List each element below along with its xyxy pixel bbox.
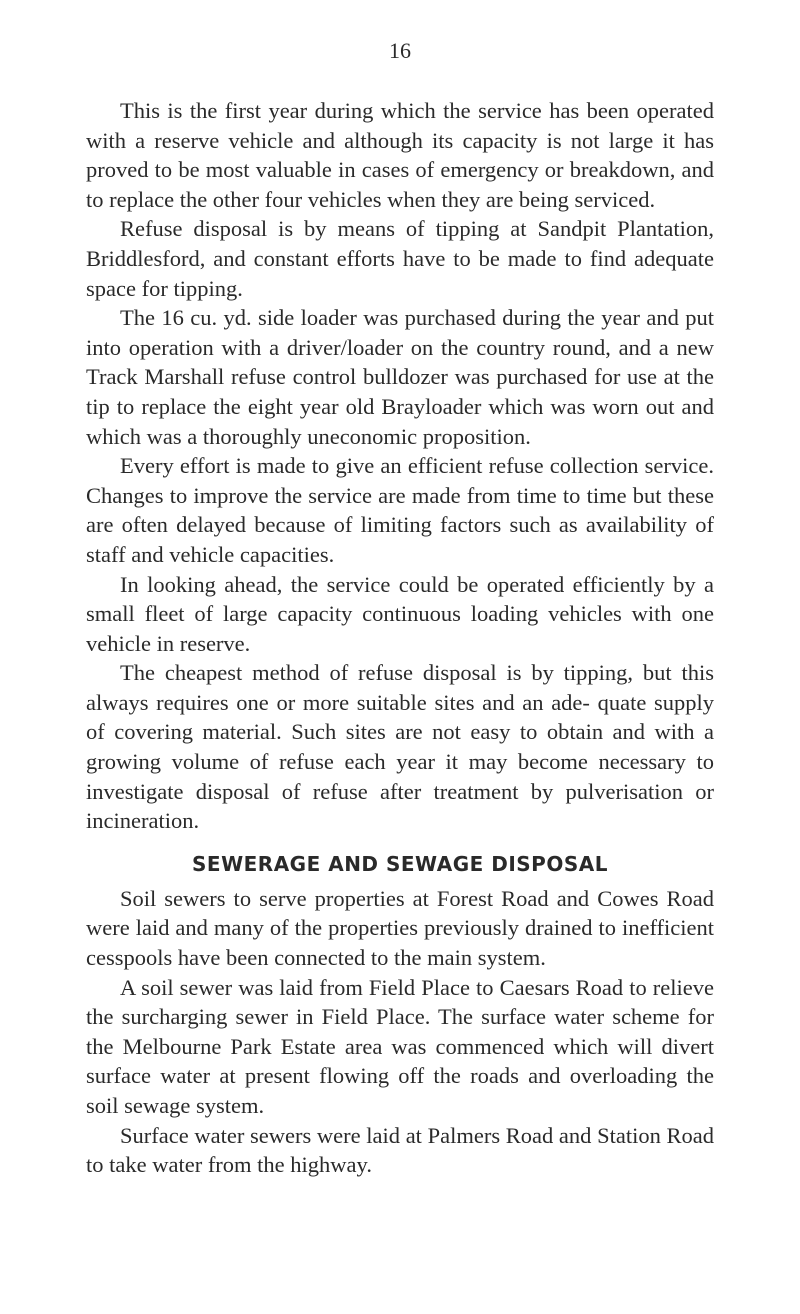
body-text bbox=[86, 96, 714, 1180]
paragraph-surface-water-sewers: Surface water sewers were laid at Palmers Road and Station Road to take water from the highway. bbox=[86, 1122, 714, 1178]
section-heading-sewerage: SEWERAGE AND SEWAGE DISPOSAL bbox=[192, 851, 608, 876]
paragraph-collection-service: Every effort is made to give an efficient refuse collection service. Changes to improve the service are made from time to time but these are often delayed because of limiting factors such as availability of staff and vehicle capacities. bbox=[86, 453, 714, 567]
paragraph-reserve-vehicle: This is the first year during which the service has been operated with a reserve vehicle and although its capacity is not large it has proved to be most valuable in cases of emergency or breakdown, and to replace the other four vehicles when they are being serviced. bbox=[86, 98, 714, 212]
page-number: 16 bbox=[389, 38, 411, 63]
paragraph-cheapest-method: The cheapest method of refuse disposal is by tipping, but this always requires one or more suitable sites and an ade- quate supply of covering material. Such sites are not easy to obtain and with a growing volume of refuse each year it may become necessary to investigate disposal of refuse after treatment by pulverisation or incineration. bbox=[86, 660, 714, 834]
paragraph-field-place-sewer: A soil sewer was laid from Field Place to Caesars Road to relieve the surcharging sewer in Field Place. The surface water scheme for the Melbourne Park Estate area was commenced which will divert surface water at present flowing off the roads and overloading the soil sewage system. bbox=[86, 974, 714, 1118]
paragraph-soil-sewers: Soil sewers to serve properties at Forest Road and Cowes Road were laid and many of the properties previously drained to inefficient cesspools have been connected to the main system. bbox=[86, 885, 714, 971]
paragraph-refuse-disposal-site: Refuse disposal is by means of tipping at Sandpit Plantation, Briddlesford, and constant efforts have to be made to find adequate space for tipping. bbox=[86, 216, 714, 301]
paragraph-looking-ahead: In looking ahead, the service could be operated efficiently by a small fleet of large capacity continuous loading vehicles with one vehicle in reserve. bbox=[86, 571, 714, 656]
paragraph-side-loader: The 16 cu. yd. side loader was purchased during the year and put into operation with a driver/loader on the country round, and a new Track Marshall refuse control bulldozer was purchased for use at the tip to replace the eight year old Brayloader which was worn out and which was a thoroughly uneconomic proposition. bbox=[86, 305, 714, 449]
